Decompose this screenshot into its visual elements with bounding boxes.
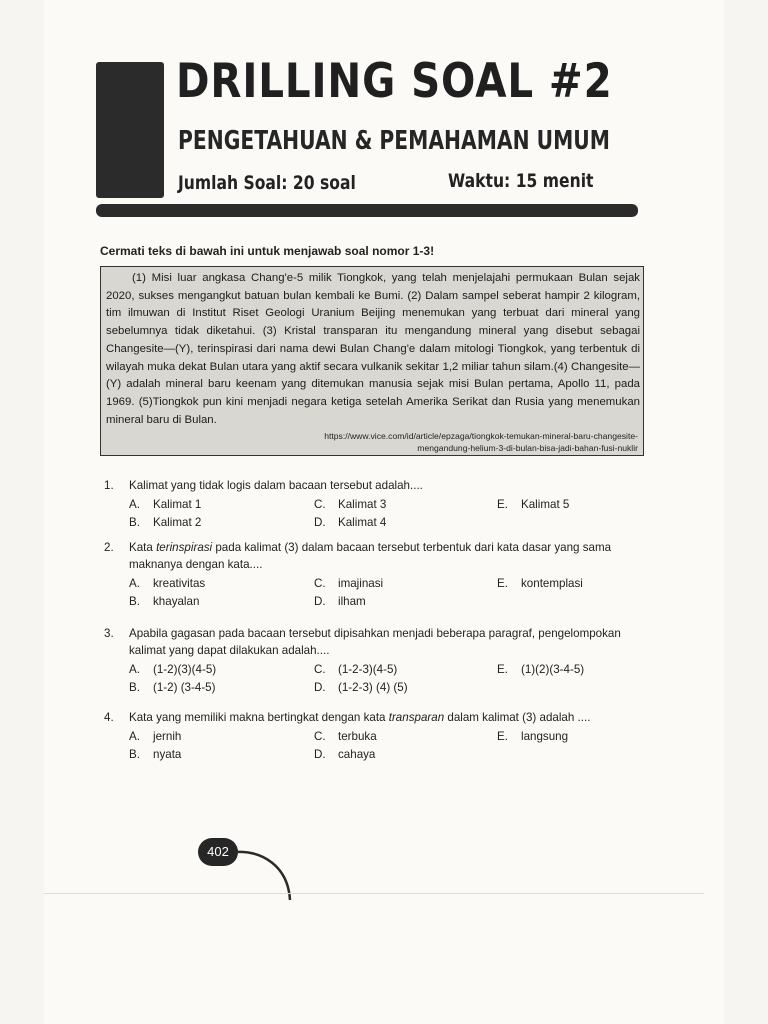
- option-c[interactable]: C. imajinasi: [314, 577, 384, 590]
- option-a[interactable]: A. Kalimat 1: [129, 498, 202, 511]
- header-dark-block: [96, 62, 164, 198]
- question-text: Kata terinspirasi pada kalimat (3) dalam bacaan tersebut terbentuk dari kata dasar yang sama maknanya dengan kata....: [129, 541, 612, 571]
- option-a[interactable]: A. jernih: [129, 730, 182, 743]
- question-number: 2.: [104, 541, 114, 554]
- question-text: Apabila gagasan pada bacaan tersebut dipisahkan menjadi beberapa paragraf, pengelompokan kalimat yang dapat dilakukan adalah....: [129, 627, 621, 657]
- page-title: DRILLING SOAL #2: [176, 54, 613, 109]
- question-text: Kalimat yang tidak logis dalam bacaan tersebut adalah....: [129, 479, 423, 492]
- answer-options: [129, 496, 650, 532]
- option-e[interactable]: E. Kalimat 5: [497, 498, 570, 511]
- option-b[interactable]: B. Kalimat 2: [129, 516, 202, 529]
- question-4: [104, 709, 650, 764]
- option-d[interactable]: D. (1-2-3) (4) (5): [314, 681, 408, 694]
- question-number: 4.: [104, 711, 114, 724]
- answer-options: [129, 661, 650, 697]
- emphasized-word: transparan: [388, 711, 445, 724]
- option-d[interactable]: D. ilham: [314, 595, 366, 608]
- question-text: Kata yang memiliki makna bertingkat dengan kata transparan dalam kalimat (3) adalah ....: [129, 711, 591, 724]
- option-e[interactable]: E. kontemplasi: [497, 577, 583, 590]
- option-d[interactable]: D. cahaya: [314, 748, 376, 761]
- option-d[interactable]: D. Kalimat 4: [314, 516, 387, 529]
- question-count: Jumlah Soal: 20 soal: [178, 172, 356, 194]
- option-b[interactable]: B. (1-2) (3-4-5): [129, 681, 216, 694]
- question-2: [104, 539, 650, 611]
- option-c[interactable]: C. Kalimat 3: [314, 498, 387, 511]
- option-b[interactable]: B. nyata: [129, 748, 182, 761]
- answer-options: [129, 728, 650, 764]
- question-1: [104, 477, 650, 532]
- page-subtitle: PENGETAHUAN & PEMAHAMAN UMUM: [178, 126, 610, 156]
- option-c[interactable]: C. terbuka: [314, 730, 377, 743]
- instruction-text: Cermati teks di bawah ini untuk menjawab soal nomor 1-3!: [100, 244, 435, 258]
- answer-options: [129, 575, 650, 611]
- passage-text: (1) Misi luar angkasa Chang'e-5 milik Tiongkok, yang telah menjelajahi permukaan Bulan sejak 2020, sukses mengangkut batuan bulan kembali ke Bumi. (2) Dalam sampel seberat hampir 2 kilogram, tim ilmuwan di Institut Riset Geologi Uranium Beijing menemukan yang terbuat dari mineral yang sebelumnya tidak diketahui. (3) Kristal transparan itu mengandung mineral yang disebut sebagai Changesite—(Y), terinspirasi dari nama dewi Bulan Chang'e dalam mitologi Tiongkok, yang terbentuk di wilayah muka dekat Bulan utara yang aktif secara vulkanik sekitar 1,2 miliar tahun silam.(4) Changesite—(Y) adalah mineral baru keenam yang ditemukan manusia sejak misi Bulan pertama, Apollo 11, pada 1969. (5)Tiongkok pun kini menjadi negara ketiga setelah Amerika Serikat dan Rusia yang menemukan mineral baru di Bulan.: [106, 272, 640, 426]
- option-c[interactable]: C. (1-2-3)(4-5): [314, 663, 398, 676]
- header-divider-bar: [96, 204, 638, 217]
- time-limit: Waktu: 15 menit: [448, 170, 594, 192]
- option-e[interactable]: E. (1)(2)(3-4-5): [497, 663, 585, 676]
- question-number: 3.: [104, 627, 114, 640]
- footer-divider: [44, 893, 704, 894]
- option-a[interactable]: A. (1-2)(3)(4-5): [129, 663, 217, 676]
- passage-source: https://www.vice.com/id/article/epzaga/tiongkok-temukan-mineral-baru-changesite-mengandung-helium-3-di-bulan-bisa-jadi-bahan-fusi-nuklir: [324, 431, 638, 453]
- emphasized-word: terinspirasi: [156, 541, 213, 554]
- option-e[interactable]: E. langsung: [497, 730, 569, 743]
- question-number: 1.: [104, 479, 114, 492]
- question-3: [104, 625, 650, 697]
- option-a[interactable]: A. kreativitas: [129, 577, 206, 590]
- page-number: 402: [198, 838, 238, 866]
- option-b[interactable]: B. khayalan: [129, 595, 200, 608]
